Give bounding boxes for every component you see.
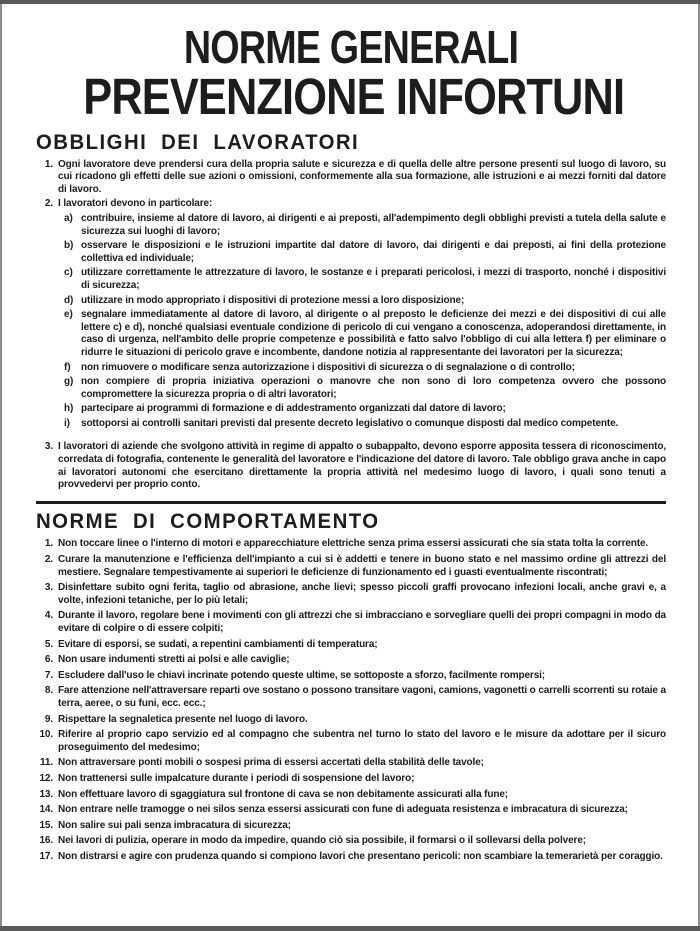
item-marker: 3. — [44, 441, 53, 453]
top-border-bar — [0, 0, 700, 4]
item-text: I lavoratori devono in particolare: — [58, 198, 213, 210]
item-text: Riferire al proprio capo servizio ed al compagno che subentra nel turno lo stato del lavoro e le misure da adottare per il sicuro proseguimento del medesimo; — [58, 729, 666, 753]
section-heading-norme: NORME DI COMPORTAMENTO — [36, 509, 380, 533]
list-item — [36, 773, 666, 786]
item-marker: 3. — [44, 582, 53, 594]
item-text: I lavoratori di aziende che svolgono attività in regime di appalto o subappalto, devono esporre apposita tessera di riconoscimento, corredata di fotografia, contenente le generalità del lavoratore e l'indicazione del datore di lavoro. Tale obbligo grava anche in capo ai lavoratori autonomi che esercitano direttamente la propria attività nel medesimo luogo di lavoro, i quali sono tenuti a provvedervi per proprio conto. — [58, 441, 666, 491]
list-item — [36, 729, 666, 754]
list-subitem — [64, 213, 666, 238]
subitem-text: contribuire, insieme al datore di lavoro, ai dirigenti e ai preposti, all'adempimento degli obblighi previsti a tutela della salute e sicurezza sui luoghi di lavoro; — [81, 212, 666, 237]
item-text: Non toccare linee o l'interno di motori e apparecchiature elettriche senza prima essersi assicurati che sia stata tolta la corrente. — [58, 538, 649, 550]
item-marker: 2. — [44, 198, 53, 210]
item-marker: 16. — [39, 835, 53, 847]
list-item — [36, 789, 666, 802]
subitem-text: utilizzare correttamente le attrezzature di lavoro, le sostanze e i preparati pericolosi, i mezzi di trasporto, nonché i dispositivi di sicurezza; — [81, 267, 666, 291]
list-subitem — [64, 376, 666, 401]
item-marker: 10. — [39, 729, 53, 741]
item-text: Ogni lavoratore deve prendersi cura della propria salute e sicurezza e di quella delle altre persone presenti sul luogo di lavoro, su cui ricadono gli effetti delle sue azioni o omissioni, conformemente alla sua formazione, alle istruzioni e ai mezzi forniti dal datore di lavoro. — [58, 158, 666, 195]
obblighi-sublist — [64, 213, 666, 431]
poster-title-line2: PREVENZIONE INFORTUNI — [83, 68, 625, 125]
item-text: Non entrare nelle tramogge o nei silos senza essersi assicurati con fune di adeguata resistenza e imbracatura di sicurezza; — [58, 804, 628, 816]
item-marker: 6. — [44, 654, 53, 666]
item-text: Disinfettare subito ogni ferita, taglio od abrasione, anche lievi; spesso piccoli graffi provocano infezioni locali, anche gravi e, a volte, infezioni tetaniche, per lo più letali; — [58, 582, 666, 606]
item-marker: 7. — [44, 669, 53, 681]
list-item — [36, 159, 666, 197]
list-item — [36, 654, 666, 667]
item-marker: 13. — [39, 788, 53, 800]
item-marker: 15. — [39, 819, 53, 831]
item-text: Non distrarsi e agire con prudenza quando si compiono lavori che presentano pericoli: non scambiare la temerarietà per coraggio. — [58, 850, 663, 862]
item-marker: 17. — [39, 850, 53, 862]
item-text: Nei lavori di pulizia, operare in modo da impedire, quando ciò sia possibile, il formarsi o il sollevarsi della polvere; — [58, 835, 586, 847]
subitem-marker: i) — [64, 417, 70, 429]
list-item — [36, 685, 666, 710]
item-marker: 12. — [39, 772, 53, 784]
subitem-marker: a) — [64, 212, 73, 224]
item-marker: 9. — [44, 713, 53, 725]
subitem-text: partecipare ai programmi di formazione e di addestramento organizzati dal datore di lavoro; — [81, 403, 506, 415]
section-divider-rule — [36, 501, 666, 504]
list-item — [36, 639, 666, 652]
item-text: Escludere dall'uso le chiavi incrinate potendo queste ultime, se sottoposte a sforzo, facilmente rompersi; — [58, 669, 546, 681]
list-subitem — [64, 362, 666, 375]
item-marker: 5. — [44, 638, 53, 650]
section-obblighi-dei-lavoratori — [36, 131, 666, 492]
section-heading-obblighi: OBBLIGHI DEI LAVORATORI — [36, 131, 360, 154]
item-marker: 1. — [44, 158, 53, 170]
item-marker: 8. — [44, 685, 53, 697]
list-subitem — [64, 309, 666, 359]
item-text: Non attraversare ponti mobili o sospesi prima di essersi accertati della stabilità delle tavole; — [58, 757, 484, 769]
list-item-head — [36, 198, 666, 211]
list-item — [36, 198, 666, 430]
list-item — [36, 714, 666, 727]
subitem-marker: g) — [64, 376, 74, 388]
subitem-marker: c) — [64, 267, 73, 279]
item-text: Rispettare la segnaletica presente nel luogo di lavoro. — [58, 713, 308, 725]
section-norme-di-comportamento — [36, 509, 666, 864]
item-text: Non effettuare lavoro di sgaggiatura sul frontone di cava se non debitamente assicurati alla fune; — [58, 788, 509, 800]
item-text: Fare attenzione nell'attraversare reparti ove sostano o possono transitare vagoni, camions, vagonetti o carrelli scorrenti su rotaie a terra, aeree, o su funi, ecc. ecc.; — [58, 685, 666, 709]
list-item — [36, 610, 666, 635]
list-item — [36, 851, 666, 864]
item-text: Durante il lavoro, regolare bene i movimenti con gli attrezzi che si imbracciano e sorvegliare quelli dei propri compagni in modo da evitare di colpire o di essere colpiti; — [58, 610, 666, 634]
item-text: Evitare di esporsi, se sudati, a repentini cambiamenti di temperatura; — [58, 638, 378, 650]
item-marker: 11. — [40, 757, 53, 769]
item-marker: 4. — [44, 610, 53, 622]
subitem-marker: h) — [64, 403, 74, 415]
item-text: Curare la manutenzione e l'efficienza dell'impianto a cui si è addetti e tenere in buono stato e nel massimo ordine gli attrezzi del mestiere. Segnalare tempestivamente ai superiori le deficienze di funzionamento ed i guasti eventualmente riscontrati; — [58, 554, 666, 578]
subitem-text: non rimuovere o modificare senza autorizzazione i dispositivi di sicurezza o di segnalazione o di controllo; — [81, 361, 575, 373]
subitem-text: osservare le disposizioni e le istruzioni impartite dal datore di lavoro, dai dirigenti e dai preposti, ai fini della protezione collettiva ed individuale; — [81, 240, 666, 264]
subitem-marker: f) — [64, 361, 71, 373]
list-subitem — [64, 267, 666, 292]
poster-title — [36, 21, 666, 125]
item-marker: 1. — [44, 538, 53, 550]
list-item — [36, 441, 666, 491]
subitem-text: utilizzare in modo appropriato i dispositivi di protezione messi a loro disposizione; — [81, 294, 465, 306]
list-item — [36, 538, 666, 551]
list-item — [36, 835, 666, 848]
subitem-marker: b) — [64, 240, 74, 252]
item-text: Non salire sui pali senza imbracatura di sicurezza; — [58, 819, 291, 831]
list-item — [36, 820, 666, 833]
list-subitem — [64, 240, 666, 265]
subitem-text: segnalare immediatamente al datore di lavoro, al dirigente o al preposto le deficienze dei mezzi e dei dispositivi di cui alle lettere c) e d), nonché qualsiasi eventuale condizione di pericolo di cui vengano a conoscenza, adoperandosi direttamente, in caso di urgenza, nell'ambito delle proprie competenze e possibilità e fatto salvo l'obbligo di cui alla lettera f) per eliminare o ridurre le situazioni di pericolo grave e incombente, dandone notizia al rappresentante dei lavoratori per la sicurezza; — [81, 309, 666, 358]
poster-title-line1: NORME GENERALI — [183, 21, 519, 73]
list-subitem — [64, 418, 666, 431]
subitem-text: sottoporsi ai controlli sanitari previsti dal presente decreto legislativo o comunque disposti dal medico competente. — [81, 417, 619, 429]
item-marker: 14. — [39, 804, 53, 816]
item-marker: 2. — [44, 554, 53, 566]
list-item — [36, 804, 666, 817]
subitem-marker: e) — [64, 309, 73, 321]
norme-list — [36, 538, 666, 863]
list-item — [36, 554, 666, 579]
list-item — [36, 670, 666, 683]
subitem-marker: d) — [64, 294, 74, 306]
obblighi-list — [36, 159, 666, 492]
item-text: Non usare indumenti stretti ai polsi e alle caviglie; — [58, 654, 290, 666]
list-subitem — [64, 295, 666, 308]
bottom-border-bar — [0, 926, 700, 931]
item-text: Non trattenersi sulle impalcature durante i periodi di sospensione del lavoro; — [58, 772, 415, 784]
subitem-text: non compiere di propria iniziativa operazioni o manovre che non sono di loro competenza ovvero che possono compromettere la sicurezza propria o di altri lavoratori; — [81, 376, 666, 400]
poster-content — [2, 21, 698, 864]
list-subitem — [64, 403, 666, 416]
list-item — [36, 582, 666, 607]
list-item — [36, 757, 666, 770]
